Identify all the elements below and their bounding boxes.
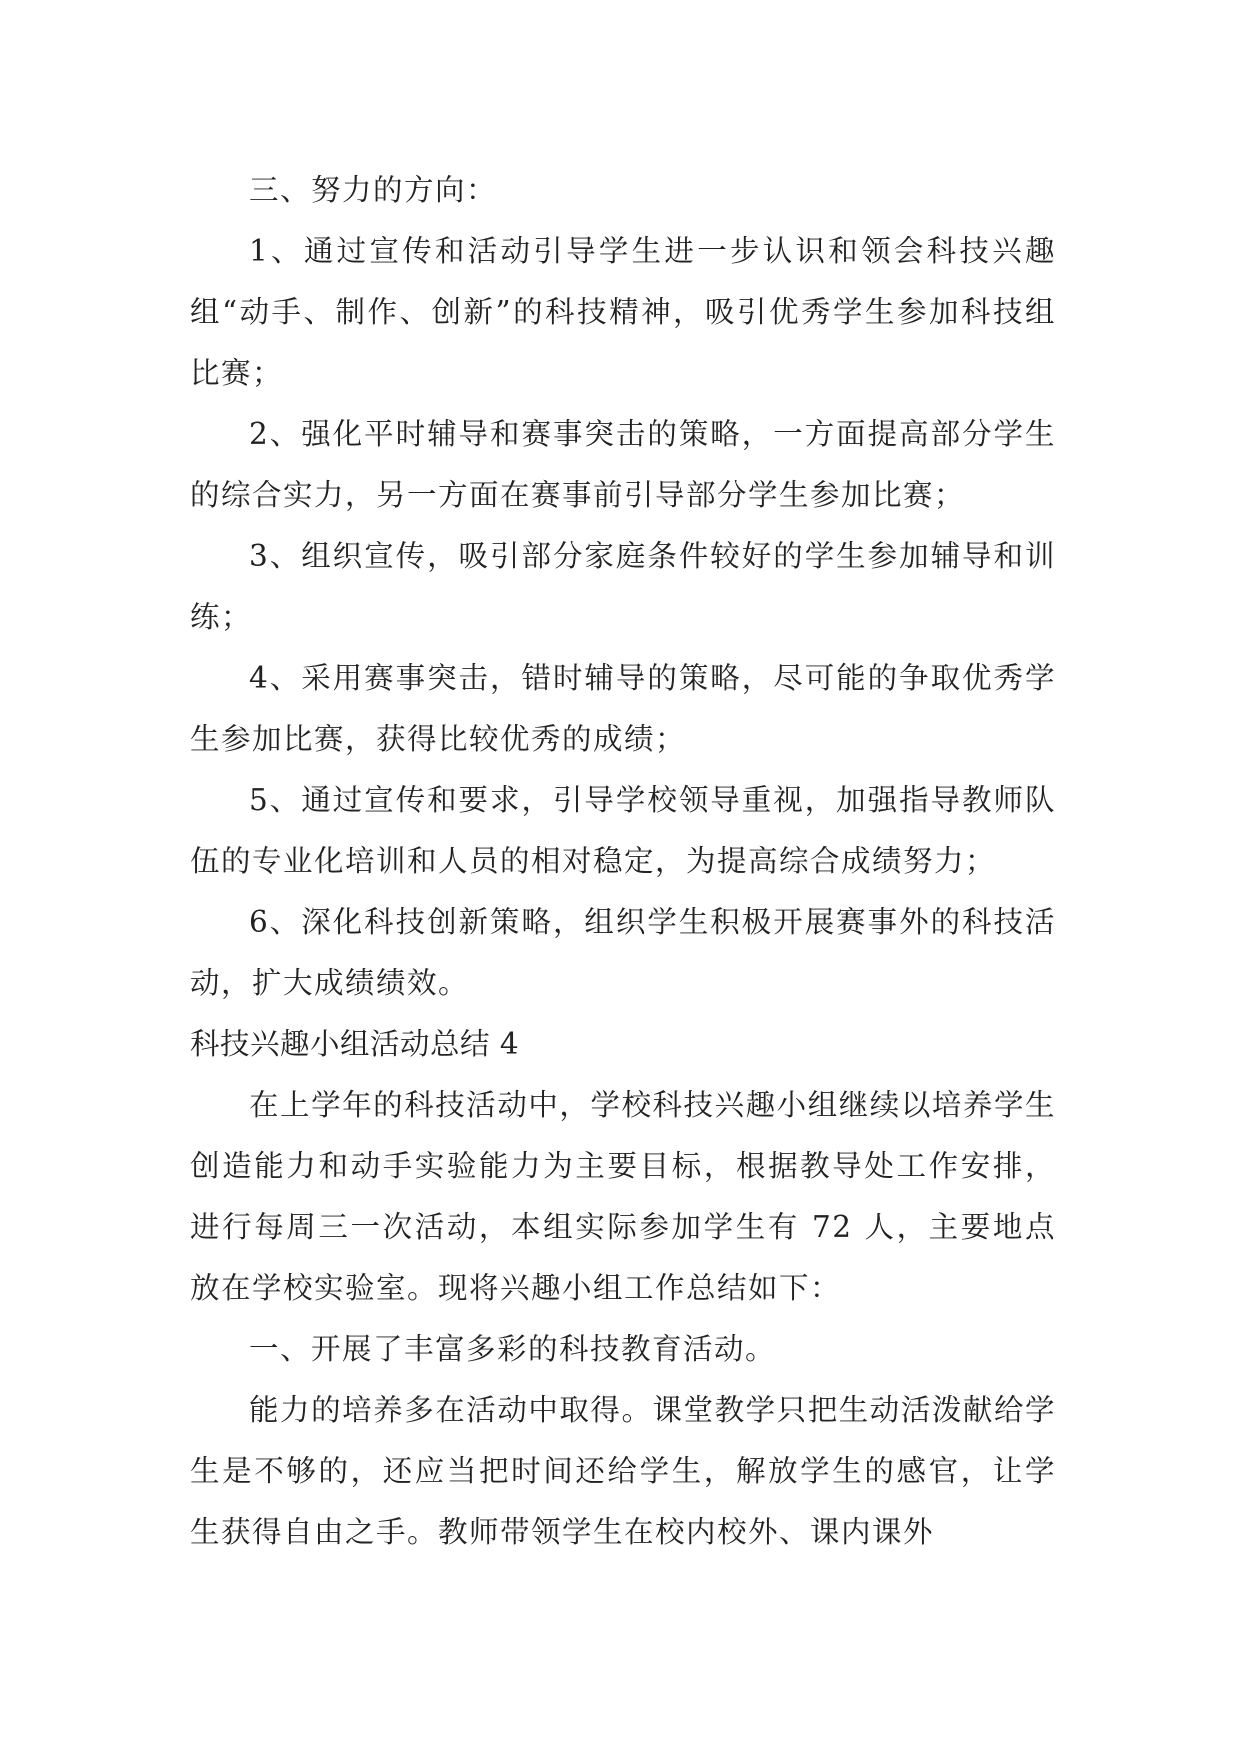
summary-title: 科技兴趣小组活动总结 4 xyxy=(190,1027,520,1061)
document-page xyxy=(190,160,1056,1563)
list-item-2: 2、强化平时辅导和赛事突击的策略，一方面提高部分学生的综合实力，另一方面在赛事前引导部分学生参加比赛； xyxy=(190,417,1056,512)
list-item-3: 3、组织宣传，吸引部分家庭条件较好的学生参加辅导和训练； xyxy=(190,539,1056,634)
list-item-1: 1、通过宣传和活动引导学生进一步认识和领会科技兴趣组“动手、制作、创新”的科技精神，吸引优秀学生参加科技组比赛； xyxy=(190,234,1056,390)
list-item-5: 5、通过宣传和要求，引导学校领导重视，加强指导教师队伍的专业化培训和人员的相对稳定，为提高综合成绩努力； xyxy=(190,783,1056,878)
section-heading-direction: 三、努力的方向： xyxy=(249,173,498,207)
body-paragraph-intro: 在上学年的科技活动中，学校科技兴趣小组继续以培养学生创造能力和动手实验能力为主要目标，根据教导处工作安排，进行每周三一次活动，本组实际参加学生有 72 人，主要地点放在学校实验室。现将兴趣小组工作总结如下： xyxy=(190,1088,1056,1305)
list-item-6: 6、深化科技创新策略，组织学生积极开展赛事外的科技活动，扩大成绩绩效。 xyxy=(190,905,1056,1000)
list-item-4: 4、采用赛事突击，错时辅导的策略，尽可能的争取优秀学生参加比赛，获得比较优秀的成绩； xyxy=(190,661,1056,756)
body-paragraph-ability: 能力的培养多在活动中取得。课堂教学只把生动活泼献给学生是不够的，还应当把时间还给学生，解放学生的感官，让学生获得自由之手。教师带领学生在校内校外、课内课外 xyxy=(190,1393,1056,1549)
section-heading-activities: 一、开展了丰富多彩的科技教育活动。 xyxy=(249,1332,777,1366)
